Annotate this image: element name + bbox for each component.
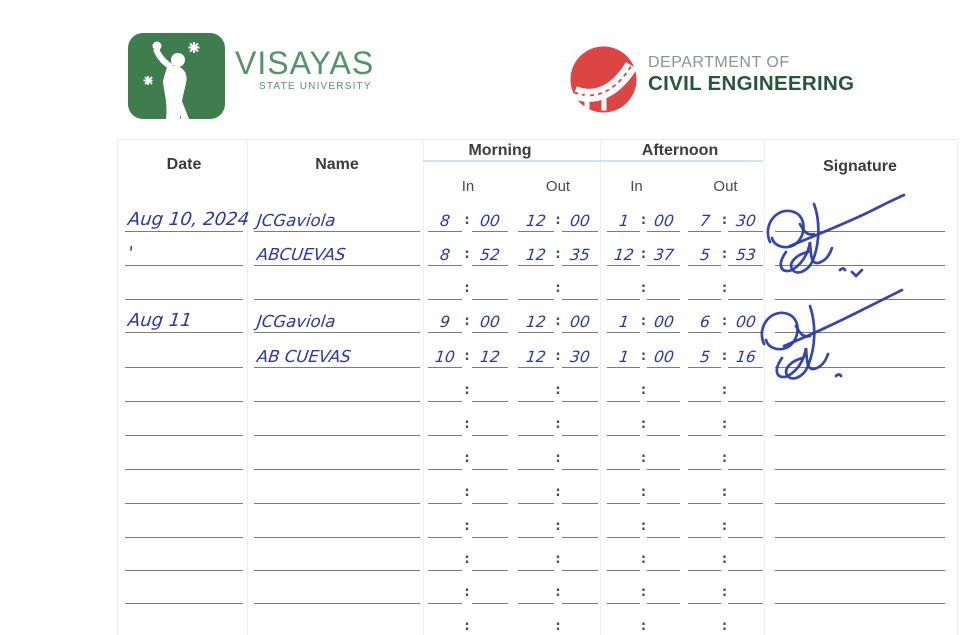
morning_out-minute-line <box>562 200 598 232</box>
morning_in-hour-line <box>428 234 462 266</box>
handwritten-entry: 12 <box>525 245 548 264</box>
colon-mark: : <box>640 417 647 432</box>
date-line <box>125 301 243 333</box>
handwritten-entry: Aug 11 <box>126 310 194 331</box>
afternoon_in-minute-line <box>647 370 680 402</box>
header-name: Name <box>315 156 359 173</box>
afternoon_in-hour-line <box>607 370 640 402</box>
colon-mark: : <box>555 247 561 262</box>
signature-line <box>775 506 945 538</box>
colon-mark: : <box>721 619 728 634</box>
handwritten-entry: JCGaviola <box>255 311 337 331</box>
afternoon_out-minute-line <box>728 370 763 402</box>
signature-line <box>775 268 945 300</box>
morning_out-hour-line <box>518 506 554 538</box>
morning_out-minute-line <box>562 336 598 368</box>
colon-mark: : <box>464 585 470 600</box>
morning_out-minute-line <box>562 234 598 266</box>
morning_out-hour-line <box>518 200 554 232</box>
morning_out-hour-line <box>518 336 554 368</box>
handwritten-entry: 00 <box>652 347 675 366</box>
signature-line <box>775 539 945 571</box>
handwritten-entry: 10 <box>434 347 457 366</box>
colon-mark: : <box>640 451 647 466</box>
afternoon_in-minute-line <box>647 234 680 266</box>
afternoon_in-minute-line <box>647 506 680 538</box>
afternoon_in-minute-line <box>647 572 680 604</box>
afternoon_out-hour-line <box>688 404 721 436</box>
name-line <box>254 234 420 266</box>
colon-mark: : <box>640 383 647 398</box>
morning_in-minute-line <box>472 370 508 402</box>
dept-line1: DEPARTMENT OF <box>648 54 790 71</box>
colon-mark: : <box>464 519 470 534</box>
afternoon_in-minute-line <box>647 301 680 333</box>
handwritten-entry: 12 <box>525 347 548 366</box>
attendance-row-12 <box>0 572 972 604</box>
colon-mark: : <box>464 417 470 432</box>
afternoon_out-minute-line <box>728 506 763 538</box>
morning_in-hour-line <box>428 438 462 470</box>
morning_out-minute-line <box>562 572 598 604</box>
handwritten-entry: 1 <box>617 347 630 366</box>
handwritten-entry: 7 <box>698 211 711 230</box>
colon-mark: : <box>464 552 470 567</box>
afternoon_in-hour-line <box>607 572 640 604</box>
afternoon_out-minute-line <box>728 268 763 300</box>
morning_out-minute-line <box>562 370 598 402</box>
attendance-row-13 <box>0 606 972 635</box>
handwritten-entry: 00 <box>734 312 757 331</box>
afternoon_in-hour-line <box>607 506 640 538</box>
afternoon_out-minute-line <box>728 404 763 436</box>
attendance-row-1 <box>0 200 972 232</box>
afternoon_out-hour-line <box>688 572 721 604</box>
colon-mark: : <box>640 485 647 500</box>
colon-mark: : <box>555 485 561 500</box>
date-line <box>125 268 243 300</box>
header-afternoon-out: Out <box>713 178 738 195</box>
colon-mark: : <box>555 585 561 600</box>
afternoon_out-hour-line <box>688 606 721 635</box>
afternoon_out-minute-line <box>728 539 763 571</box>
colon-mark: : <box>464 349 470 364</box>
handwritten-entry: 00 <box>569 312 592 331</box>
morning_in-hour-line <box>428 370 462 402</box>
colon-mark: : <box>464 314 470 329</box>
afternoon_out-hour-line <box>688 472 721 504</box>
afternoon_out-hour-line <box>688 539 721 571</box>
morning_in-minute-line <box>472 404 508 436</box>
morning_in-hour-line <box>428 539 462 571</box>
colon-mark: : <box>721 485 728 500</box>
morning_in-hour-line <box>428 606 462 635</box>
morning_in-hour-line <box>428 572 462 604</box>
morning_out-hour-line <box>518 301 554 333</box>
afternoon_in-minute-line <box>647 539 680 571</box>
civil-engineering-logo <box>570 46 637 118</box>
handwritten-entry: 12 <box>479 347 502 366</box>
colon-mark: : <box>721 451 728 466</box>
name-line <box>254 336 420 368</box>
handwritten-entry: 52 <box>479 245 502 264</box>
name-line <box>254 268 420 300</box>
afternoon_out-hour-line <box>688 370 721 402</box>
signature-line <box>775 370 945 402</box>
morning_in-minute-line <box>472 572 508 604</box>
colon-mark: : <box>640 213 647 228</box>
morning_in-hour-line <box>428 301 462 333</box>
handwritten-entry: 6 <box>698 312 711 331</box>
name-line <box>254 370 420 402</box>
road-bridge-icon <box>570 46 637 113</box>
name-line <box>254 539 420 571</box>
colon-mark: : <box>721 383 728 398</box>
signature-line <box>775 336 945 368</box>
date-line <box>125 234 243 266</box>
afternoon_in-minute-line <box>647 200 680 232</box>
afternoon_out-hour-line <box>688 234 721 266</box>
handwritten-entry: 00 <box>479 312 502 331</box>
afternoon_out-minute-line <box>728 234 763 266</box>
morning_out-minute-line <box>562 472 598 504</box>
morning_in-hour-line <box>428 472 462 504</box>
colon-mark: : <box>464 383 470 398</box>
name-line <box>254 404 420 436</box>
afternoon_in-hour-line <box>607 539 640 571</box>
afternoon_in-hour-line <box>607 438 640 470</box>
colon-mark: : <box>721 349 728 364</box>
morning_in-minute-line <box>472 268 508 300</box>
afternoon_out-hour-line <box>688 200 721 232</box>
morning_out-hour-line <box>518 606 554 635</box>
afternoon_out-minute-line <box>728 336 763 368</box>
colon-mark: : <box>721 281 728 296</box>
colon-mark: : <box>464 281 470 296</box>
afternoon_in-hour-line <box>607 336 640 368</box>
colon-mark: : <box>721 213 728 228</box>
handwritten-entry: 30 <box>569 347 592 366</box>
afternoon_in-minute-line <box>647 438 680 470</box>
attendance-row-7 <box>0 404 972 436</box>
date-line <box>125 200 251 232</box>
colon-mark: : <box>464 213 470 228</box>
name-line <box>254 438 420 470</box>
date-line <box>125 472 243 504</box>
afternoon_out-minute-line <box>728 572 763 604</box>
colon-mark: : <box>555 552 561 567</box>
colon-mark: : <box>721 314 728 329</box>
colon-mark: : <box>721 417 728 432</box>
colon-mark: : <box>721 585 728 600</box>
signature-line <box>775 572 945 604</box>
morning_out-hour-line <box>518 438 554 470</box>
afternoon_out-hour-line <box>688 506 721 538</box>
attendance-row-8 <box>0 438 972 470</box>
colon-mark: : <box>640 281 647 296</box>
name-line <box>254 606 420 635</box>
afternoon_in-minute-line <box>647 404 680 436</box>
colon-mark: : <box>555 213 561 228</box>
colon-mark: : <box>555 281 561 296</box>
header-morning-out: Out <box>545 178 571 195</box>
handwritten-entry: 53 <box>734 245 757 264</box>
afternoon_out-minute-line <box>728 472 763 504</box>
attendance-row-4 <box>0 301 972 333</box>
afternoon_in-hour-line <box>607 606 640 635</box>
afternoon_in-minute-line <box>647 472 680 504</box>
morning_in-minute-line <box>472 472 508 504</box>
afternoon_out-hour-line <box>688 336 721 368</box>
handwritten-entry: 12 <box>612 245 635 264</box>
signature-line <box>775 301 945 333</box>
colon-mark: : <box>640 247 647 262</box>
morning_in-hour-line <box>428 268 462 300</box>
attendance-row-2 <box>0 234 972 266</box>
afternoon_out-hour-line <box>688 438 721 470</box>
attendance-row-11 <box>0 539 972 571</box>
handwritten-entry: 1 <box>617 211 630 230</box>
handwritten-entry: 8 <box>439 211 452 230</box>
colon-mark: : <box>721 552 728 567</box>
afternoon_out-minute-line <box>728 606 763 635</box>
attendance-row-10 <box>0 506 972 538</box>
morning_in-hour-line <box>428 336 462 368</box>
colon-mark: : <box>640 619 647 634</box>
handwritten-entry: 5 <box>698 245 711 264</box>
afternoon_in-minute-line <box>647 268 680 300</box>
date-line <box>125 539 243 571</box>
handwritten-entry: Aug 10, 2024 <box>126 209 251 230</box>
handwritten-entry: 37 <box>652 245 675 264</box>
handwritten-entry: 12 <box>525 312 548 331</box>
signature-line <box>775 234 945 266</box>
morning_out-hour-line <box>518 472 554 504</box>
morning_out-hour-line <box>518 370 554 402</box>
morning_out-hour-line <box>518 572 554 604</box>
afternoon_in-hour-line <box>607 234 640 266</box>
date-line <box>125 336 243 368</box>
afternoon_in-hour-line <box>607 404 640 436</box>
afternoon_in-hour-line <box>607 268 640 300</box>
colon-mark: : <box>640 519 647 534</box>
afternoon_in-hour-line <box>607 301 640 333</box>
handwritten-entry: 5 <box>698 347 711 366</box>
vsu-logo <box>128 33 375 119</box>
morning_out-minute-line <box>562 506 598 538</box>
handwritten-entry: ABCUEVAS <box>255 244 347 264</box>
afternoon_out-hour-line <box>688 268 721 300</box>
name-line <box>254 506 420 538</box>
colon-mark: : <box>464 619 470 634</box>
vsu-subtitle: STATE UNIVERSITY <box>259 81 372 92</box>
colon-mark: : <box>555 383 561 398</box>
colon-mark: : <box>555 314 561 329</box>
afternoon_out-minute-line <box>728 200 763 232</box>
vsu-wordmark: VISAYAS <box>235 45 375 81</box>
morning_out-minute-line <box>562 301 598 333</box>
morning_in-minute-line <box>472 506 508 538</box>
colon-mark: : <box>640 314 647 329</box>
dept-line2: CIVIL ENGINEERING <box>648 72 855 96</box>
morning_in-minute-line <box>472 301 508 333</box>
morning_out-minute-line <box>562 404 598 436</box>
morning_in-minute-line <box>472 336 508 368</box>
handwritten-entry: JCGaviola <box>255 210 337 230</box>
colon-mark: : <box>555 349 561 364</box>
morning_in-hour-line <box>428 404 462 436</box>
signature-line <box>775 472 945 504</box>
colon-mark: : <box>721 519 728 534</box>
name-line <box>254 472 420 504</box>
morning_out-minute-line <box>562 606 598 635</box>
date-line <box>125 606 243 635</box>
afternoon_out-hour-line <box>688 301 721 333</box>
handwritten-entry: 12 <box>525 211 548 230</box>
colon-mark: : <box>721 247 728 262</box>
morning-afternoon-underline <box>423 160 763 162</box>
colon-mark: : <box>464 485 470 500</box>
colon-mark: : <box>640 585 647 600</box>
handwritten-entry: AB CUEVAS <box>255 346 353 366</box>
colon-mark: : <box>555 417 561 432</box>
handwritten-entry: 9 <box>439 312 452 331</box>
morning_out-minute-line <box>562 268 598 300</box>
signature-line <box>775 404 945 436</box>
name-line <box>254 572 420 604</box>
afternoon_in-hour-line <box>607 200 640 232</box>
colon-mark: : <box>464 247 470 262</box>
colon-mark: : <box>640 349 647 364</box>
handwritten-entry: 00 <box>479 211 502 230</box>
morning_out-hour-line <box>518 268 554 300</box>
colon-mark: : <box>555 519 561 534</box>
colon-mark: : <box>464 451 470 466</box>
morning_in-minute-line <box>472 438 508 470</box>
colon-mark: : <box>640 552 647 567</box>
handwritten-entry: 16 <box>734 347 757 366</box>
morning_in-minute-line <box>472 606 508 635</box>
header-morning-in: In <box>461 178 475 195</box>
header-signature: Signature <box>823 158 897 175</box>
handwritten-entry: 30 <box>734 211 757 230</box>
morning_in-hour-line <box>428 200 462 232</box>
morning_out-minute-line <box>562 539 598 571</box>
morning_in-hour-line <box>428 506 462 538</box>
vsu-figure-emblem <box>128 33 225 119</box>
handwritten-entry: 1 <box>617 312 630 331</box>
morning_in-minute-line <box>472 200 508 232</box>
attendance-row-6 <box>0 370 972 402</box>
afternoon_in-hour-line <box>607 472 640 504</box>
date-line <box>125 438 243 470</box>
morning_out-hour-line <box>518 404 554 436</box>
handwritten-entry: 8 <box>439 245 452 264</box>
afternoon_out-minute-line <box>728 438 763 470</box>
handwritten-entry: 00 <box>652 211 675 230</box>
header-morning: Morning <box>468 142 532 159</box>
signature-line <box>775 438 945 470</box>
afternoon_in-minute-line <box>647 336 680 368</box>
name-line <box>254 301 420 333</box>
signature-line <box>775 606 945 635</box>
name-line <box>254 200 420 232</box>
handwritten-entry: ' <box>126 243 135 264</box>
table-top-line <box>117 139 958 140</box>
header-afternoon: Afternoon <box>641 142 719 159</box>
colon-mark: : <box>555 619 561 634</box>
handwritten-entry: 35 <box>569 245 592 264</box>
date-line <box>125 572 243 604</box>
handwritten-entry: 00 <box>652 312 675 331</box>
afternoon_in-minute-line <box>647 606 680 635</box>
attendance-row-3 <box>0 268 972 300</box>
morning_in-minute-line <box>472 234 508 266</box>
colon-mark: : <box>555 451 561 466</box>
header-date: Date <box>166 156 202 173</box>
signature-line <box>775 200 945 232</box>
afternoon_out-minute-line <box>728 301 763 333</box>
handwritten-entry: 00 <box>569 211 592 230</box>
morning_out-hour-line <box>518 539 554 571</box>
morning_out-minute-line <box>562 438 598 470</box>
attendance-row-5 <box>0 336 972 368</box>
date-line <box>125 370 243 402</box>
date-line <box>125 506 243 538</box>
header-afternoon-in: In <box>630 178 643 195</box>
date-line <box>125 404 243 436</box>
morning_in-minute-line <box>472 539 508 571</box>
morning_out-hour-line <box>518 234 554 266</box>
attendance-row-9 <box>0 472 972 504</box>
